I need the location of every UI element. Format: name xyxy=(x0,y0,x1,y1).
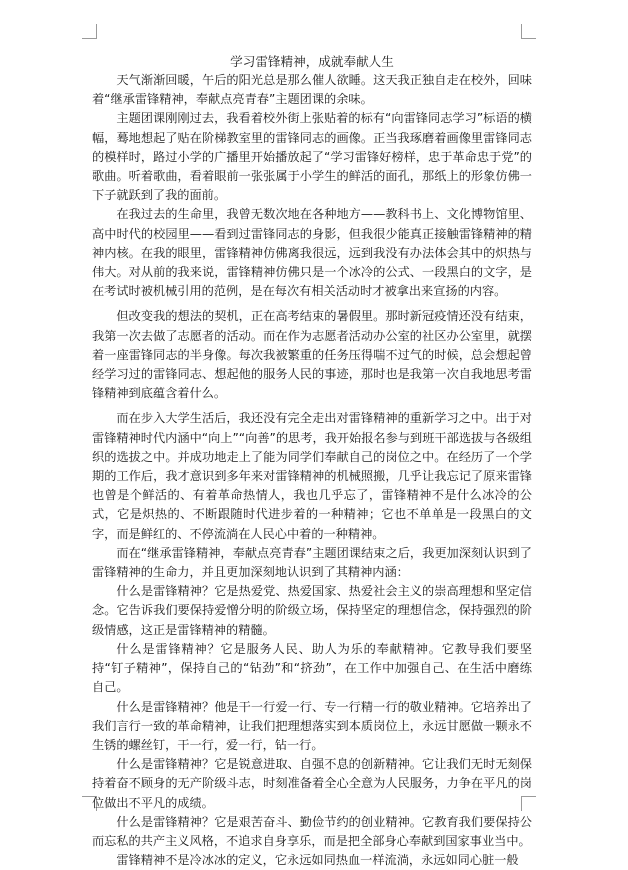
paragraph-question-hard-work: 什么是雷锋精神？它是艰苦奋斗、勤俭节约的创业精神。它教育我们要保持公而忘私的共产主义风格，不追求自身享乐，而是把全部身心奉献到国家事业当中。 xyxy=(92,814,532,848)
paragraph-turning-point: 但改变我的想法的契机，正在高考结束的暑假里。那时新冠疫情还没有结束，我第一次去做了志愿者的活动。而在作为志愿者活动办公室的社区办公室里，就摆着一座雷锋同志的半身像。每次我被繁重的任务压得喘不过气的时候，总会想起曾经学习过的雷锋同志、想起他的服务人民的事迹，那时也是我第一次自我地思考雷锋精神到底蕴含着什么。 xyxy=(92,309,532,401)
paragraph-after-class: 而在“继承雷锋精神，奉献点亮青春”主题团课结束之后，我更加深刻认识到了雷锋精神的生命力，并且更加深刻地认识到了其精神内涵： xyxy=(92,545,532,580)
paragraph-question-dedication: 什么是雷锋精神？他是干一行爱一行、专一行精一行的敬业精神。它培养出了我们言行一致的革命精神，让我们把理想落实到本质岗位上，永远甘愿做一颗永不生锈的螺丝钉，干一行，爱一行，钻一行。 xyxy=(92,699,532,752)
crop-mark-top-right xyxy=(521,24,536,39)
paragraph-question-service: 什么是雷锋精神？它是服务人民、助人为乐的奉献精神。它教导我们要坚持“钉子精神”，保持自己的“钻劲”和“挤劲”，在工作中加强自己、在生活中磨练自己。 xyxy=(92,641,532,695)
paragraph-past-view: 在我过去的生命里，我曾无数次地在各种地方——教科书上、文化博物馆里、高中时代的校园里——看到过雷锋同志的身影，但我很少能真正接触雷锋精神的精神内核。在我的眼里，雷锋精神仿佛离我很远，远到我没有办法体会其中的炽热与伟大。对从前的我来说，雷锋精神仿佛只是一个冰冷的公式、一段黑白的文字，是在考试时被机械引用的范例，是在每次有相关活动时才被拿出来宣扬的内容。 xyxy=(92,207,532,299)
document-title: 学习雷锋精神，成就奉献人生 xyxy=(230,54,394,69)
paragraph-question-ideals: 什么是雷锋精神？它是热爱党、热爱国家、热爱社会主义的崇高理想和坚定信念。它告诉我们要保持爱憎分明的阶级立场，保持坚定的理想信念，保持强烈的阶级情感，这正是雷锋精神的精髓。 xyxy=(92,584,532,637)
paragraph-university: 而在步入大学生活后，我还没有完全走出对雷锋精神的重新学习之中。出于对雷锋精神时代内涵中“向上”“向善”的思考，我开始报名参与到班干部选拔与各级组织的选拔之中。并成功地走上了能为同学们奉献自己的岗位之中。在经历了一个学期的工作后，我才意识到多年来对雷锋精神的机械照搬，几乎让我忘记了原来雷锋也曾是个鲜活的、有着革命热情人，我也几乎忘了，雷锋精神不是什么冰冷的公式，它是炽热的、不断跟随时代进步着的一种精神；它也不单单是一段黑白的文字，而是鲜红的、不停流淌在人民心中着的一种精神。 xyxy=(92,411,532,541)
paragraph-question-innovation: 什么是雷锋精神？它是锐意进取、自强不息的创新精神。它让我们无时无刻保持着奋不顾身的无产阶级斗志，时刻准备着全心全意为人民服务，力争在平凡的岗位做出不平凡的成绩。 xyxy=(92,757,532,810)
crop-mark-top-left xyxy=(82,24,97,39)
paragraph-class-recall: 主题团课刚刚过去，我看着校外街上张贴着的标有“向雷锋同志学习”标语的横幅，蓦地想起了贴在阶梯教室里的雷锋同志的画像。正当我琢磨着画像里雷锋同志的模样时，路过小学的广播里开始播放起了“学习雷锋好榜样，忠于革命忠于党”的歌曲。听着歌曲，看着眼前一张张属于小学生的鲜活的面孔，那纸上的形象仿佛一下子就跃到了我的面前。 xyxy=(92,111,532,203)
document-body xyxy=(92,52,532,870)
paragraph-conclusion: 雷锋精神不是冷冰冰的定义，它永远如同热血一样流淌，永远如同心脏一般 xyxy=(116,853,519,868)
paragraph-intro: 天气渐渐回暖，午后的阳光总是那么催人欲睡。这天我正独自走在校外，回味着“继承雷锋精神，奉献点亮青春”主题团课的余味。 xyxy=(92,73,532,107)
